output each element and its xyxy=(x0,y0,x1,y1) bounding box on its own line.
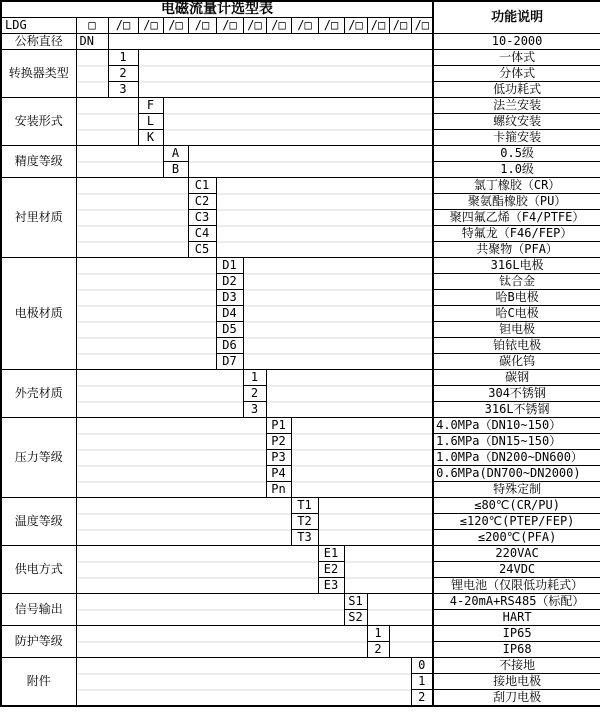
right-span-cell xyxy=(188,146,433,178)
right-span-cell xyxy=(344,546,433,594)
desc-cell: 220VAC xyxy=(433,546,600,562)
section-label: 转换器类型 xyxy=(1,50,76,98)
code-slot: /□ xyxy=(344,18,367,34)
code-cell: E1 xyxy=(318,546,344,562)
code-cell: 2 xyxy=(367,642,389,658)
code-slot: /□ xyxy=(108,18,138,34)
code-cell: D6 xyxy=(216,338,243,354)
left-span-cell xyxy=(76,498,291,546)
function-column-header: 功能说明 xyxy=(433,1,600,34)
model-prefix: LDG xyxy=(1,18,76,34)
code-cell: 1 xyxy=(243,370,266,386)
left-span-cell xyxy=(76,418,266,498)
left-span-cell xyxy=(76,626,367,658)
diameter-span-cell xyxy=(108,34,433,50)
desc-cell: 低功耗式 xyxy=(433,82,600,98)
desc-cell: 共聚物（PFA） xyxy=(433,242,600,258)
right-span-cell xyxy=(367,594,433,626)
desc-cell: 接地电极 xyxy=(433,674,600,690)
desc-cell: 0.6MPa(DN700~DN2000) xyxy=(433,466,600,482)
desc-cell: 钽电极 xyxy=(433,322,600,338)
code-slot: /□ xyxy=(389,18,411,34)
desc-cell: 碳化钨 xyxy=(433,354,600,370)
code-cell: P3 xyxy=(266,450,291,466)
code-slot: /□ xyxy=(163,18,188,34)
code-cell: 1 xyxy=(108,50,138,66)
desc-cell: 316L不锈钢 xyxy=(433,402,600,418)
left-span-cell xyxy=(76,178,188,258)
desc-cell: 1.6MPa（DN15~150） xyxy=(433,434,600,450)
desc-cell: 0.5级 xyxy=(433,146,600,162)
code-cell: P2 xyxy=(266,434,291,450)
code-slot: /□ xyxy=(291,18,318,34)
section-label: 电极材质 xyxy=(1,258,76,370)
code-cell: P4 xyxy=(266,466,291,482)
code-slot: /□ xyxy=(138,18,163,34)
desc-cell: IP68 xyxy=(433,642,600,658)
desc-cell: 哈C电极 xyxy=(433,306,600,322)
section-label: 外壳材质 xyxy=(1,370,76,418)
code-slot: /□ xyxy=(216,18,243,34)
code-cell: D7 xyxy=(216,354,243,370)
desc-cell: ≤200℃(PFA) xyxy=(433,530,600,546)
desc-cell: 316L电极 xyxy=(433,258,600,274)
desc-cell: HART xyxy=(433,610,600,626)
code-cell: 1 xyxy=(367,626,389,642)
code-cell: S2 xyxy=(344,610,367,626)
code-cell: D5 xyxy=(216,322,243,338)
code-cell: Pn xyxy=(266,482,291,498)
desc-cell: ≤80℃(CR/PU) xyxy=(433,498,600,514)
code-slot: /□ xyxy=(243,18,266,34)
code-slot: /□ xyxy=(318,18,344,34)
section-label: 供电方式 xyxy=(1,546,76,594)
code-slot: /□ xyxy=(266,18,291,34)
desc-cell: 碳钢 xyxy=(433,370,600,386)
code-slot: /□ xyxy=(367,18,389,34)
code-cell: P1 xyxy=(266,418,291,434)
desc-cell: 1.0级 xyxy=(433,162,600,178)
code-cell: 1 xyxy=(411,674,433,690)
code-cell: S1 xyxy=(344,594,367,610)
right-span-cell xyxy=(163,98,433,146)
code-cell: D1 xyxy=(216,258,243,274)
desc-cell: 1.0MPa（DN200~DN600） xyxy=(433,450,600,466)
code-cell: F xyxy=(138,98,163,114)
code-cell: C1 xyxy=(188,178,216,194)
desc-cell: 4.0MPa（DN10~150） xyxy=(433,418,600,434)
section-label: 温度等级 xyxy=(1,498,76,546)
section-label: 防护等级 xyxy=(1,626,76,658)
code-slot: /□ xyxy=(411,18,433,34)
desc-cell: IP65 xyxy=(433,626,600,642)
desc-cell: ≤120℃(PTEP/FEP) xyxy=(433,514,600,530)
diameter-desc: 10-2000 xyxy=(433,34,600,50)
code-cell: B xyxy=(163,162,188,178)
desc-cell: 特氟龙（F46/FEP） xyxy=(433,226,600,242)
code-cell: A xyxy=(163,146,188,162)
desc-cell: 一体式 xyxy=(433,50,600,66)
code-cell: C4 xyxy=(188,226,216,242)
code-cell: D3 xyxy=(216,290,243,306)
desc-cell: 4-20mA+RS485（标配） xyxy=(433,594,600,610)
code-cell: L xyxy=(138,114,163,130)
code-cell: T3 xyxy=(291,530,318,546)
desc-cell: 哈B电极 xyxy=(433,290,600,306)
section-label: 安装形式 xyxy=(1,98,76,146)
code-cell: D2 xyxy=(216,274,243,290)
desc-cell: 卡箍安装 xyxy=(433,130,600,146)
desc-cell: 氯丁橡胶（CR） xyxy=(433,178,600,194)
left-span-cell xyxy=(76,146,163,178)
code-cell: C3 xyxy=(188,210,216,226)
code-cell: E3 xyxy=(318,578,344,594)
code-cell: 2 xyxy=(411,690,433,707)
code-cell: 2 xyxy=(243,386,266,402)
right-span-cell xyxy=(291,418,433,498)
code-box-first: □ xyxy=(76,18,108,34)
right-span-cell xyxy=(216,178,433,258)
desc-cell: 聚氨酯橡胶（PU） xyxy=(433,194,600,210)
desc-cell: 304不锈钢 xyxy=(433,386,600,402)
right-span-cell xyxy=(138,50,433,98)
code-cell: C2 xyxy=(188,194,216,210)
diameter-label: 公称直径 xyxy=(1,34,76,50)
right-span-cell xyxy=(318,498,433,546)
desc-cell: 锂电池（仅限低功耗式） xyxy=(433,578,600,594)
section-label: 精度等级 xyxy=(1,146,76,178)
desc-cell: 法兰安装 xyxy=(433,98,600,114)
code-cell: K xyxy=(138,130,163,146)
desc-cell: 钛合金 xyxy=(433,274,600,290)
code-cell: 2 xyxy=(108,66,138,82)
table-title: 电磁流量计选型表 xyxy=(1,1,433,18)
desc-cell: 铂铱电极 xyxy=(433,338,600,354)
code-slot: /□ xyxy=(188,18,216,34)
left-span-cell xyxy=(76,258,216,370)
left-span-cell xyxy=(76,594,344,626)
code-cell: T2 xyxy=(291,514,318,530)
left-span-cell xyxy=(76,546,318,594)
right-span-cell xyxy=(243,258,433,370)
code-cell: 0 xyxy=(411,658,433,674)
desc-cell: 24VDC xyxy=(433,562,600,578)
desc-cell: 刮刀电极 xyxy=(433,690,600,707)
section-label: 衬里材质 xyxy=(1,178,76,258)
code-cell: T1 xyxy=(291,498,318,514)
code-cell: C5 xyxy=(188,242,216,258)
desc-cell: 不接地 xyxy=(433,658,600,674)
left-span-cell xyxy=(76,370,243,418)
section-label: 信号输出 xyxy=(1,594,76,626)
code-cell: 3 xyxy=(108,82,138,98)
left-span-cell xyxy=(76,658,411,707)
diameter-code: DN xyxy=(76,34,108,50)
code-cell: E2 xyxy=(318,562,344,578)
code-cell: 3 xyxy=(243,402,266,418)
section-label: 压力等级 xyxy=(1,418,76,498)
section-label: 附件 xyxy=(1,658,76,707)
desc-cell: 分体式 xyxy=(433,66,600,82)
desc-cell: 螺纹安装 xyxy=(433,114,600,130)
desc-cell: 特殊定制 xyxy=(433,482,600,498)
code-cell: D4 xyxy=(216,306,243,322)
right-span-cell xyxy=(389,626,433,658)
left-span-cell xyxy=(76,98,138,146)
left-span-cell xyxy=(76,50,108,98)
right-span-cell xyxy=(266,370,433,418)
desc-cell: 聚四氟乙烯（F4/PTFE） xyxy=(433,210,600,226)
